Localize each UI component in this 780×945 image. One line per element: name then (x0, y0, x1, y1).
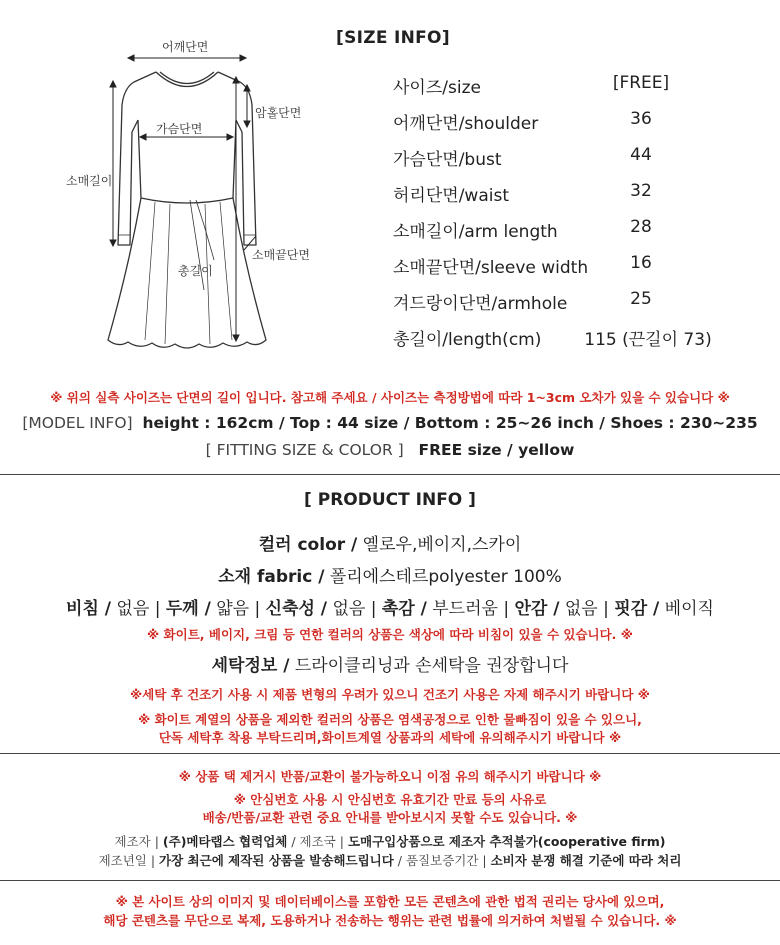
model-info (0, 414, 780, 432)
color-line (0, 530, 780, 555)
date-label: 제조년일 | (98, 853, 156, 868)
model-info-text: height : 162cm / Top : 44 size / Bottom : 25~26 inch / Shoes : 230~235 (142, 414, 758, 432)
wash-note: ※ 화이트 계열의 상품을 제외한 컬러의 상품은 염색공정으로 인한 물빠짐이 있을 수 있으니, (138, 712, 642, 727)
prop-value: 부드러움 (432, 599, 498, 619)
bust-label: 가슴단면 (156, 122, 203, 136)
date-value: 가장 최근에 제작된 상품을 발송해드립니다 (159, 853, 394, 868)
wash-line (0, 651, 780, 676)
size-row (393, 325, 723, 349)
size-row (393, 181, 723, 205)
warranty-value: 소비자 분쟁 해결 기준에 따라 처리 (490, 853, 682, 868)
maker-line (0, 832, 780, 850)
prop-value: 없음 (116, 599, 150, 619)
copyright-line: 해당 콘텐츠를 무단으로 복제, 도용하거나 전송하는 행위는 관련 법률에 의거하여 처벌될 수 있습니다. ※ (103, 913, 677, 928)
fitting-label: [ FITTING SIZE & COLOR ] (205, 441, 404, 459)
fabric-label: 소재 fabric / (218, 567, 325, 587)
properties-line (0, 594, 780, 619)
model-info-label: [MODEL INFO] (22, 414, 133, 432)
wash-label: 세탁정보 / (211, 656, 290, 676)
size-row-label: 겨드랑이단면/armhole (393, 294, 568, 314)
dress-illustration (0, 0, 330, 370)
warranty-label: / 품질보증기간 | (397, 853, 487, 868)
color-value: 옐로우,베이지,스카이 (362, 535, 522, 555)
country-value: 도매구입상품으로 제조자 추적불가(cooperative firm) (347, 834, 666, 849)
size-row (393, 145, 723, 169)
armhole-label: 암홀단면 (255, 106, 302, 120)
size-row (393, 289, 723, 313)
size-row-label: 가슴단면/bust (393, 150, 502, 170)
size-row (393, 253, 723, 277)
size-row (393, 73, 723, 97)
date-line (0, 851, 780, 869)
size-row-label: 소매끝단면/sleeve width (393, 258, 589, 278)
safe-number-note: 배송/반품/교환 관련 중요 안내를 받아보시지 못할 수도 있습니다. ※ (202, 810, 578, 825)
prop-value: 없음 (332, 599, 366, 619)
tag-note: ※ 상품 택 제거시 반품/교환이 불가능하오니 이점 유의 해주시기 바랍니다 ※ (178, 769, 602, 784)
sleeve-width-label: 소매끝단면 (252, 248, 310, 262)
fitting-text: FREE size / yellow (418, 441, 575, 459)
wash-note: 단독 세탁후 착용 부탁드리며,화이트계열 상품과의 세탁에 유의해주시기 바랍니다 ※ (158, 730, 622, 745)
prop-separator: | (603, 599, 609, 619)
size-row-value: 44 (630, 145, 652, 165)
divider (0, 474, 780, 475)
product-info-title: [ PRODUCT INFO ] (304, 490, 476, 510)
size-row-value: 32 (630, 181, 652, 201)
prop-label: 신축성 / (265, 599, 328, 619)
size-row-label: 사이즈/size (393, 78, 481, 98)
size-row-label: 허리단면/waist (393, 186, 509, 206)
prop-separator: | (254, 599, 261, 619)
copyright-line: ※ 본 사이트 상의 이미지 및 데이터베이스를 포함한 모든 콘텐츠에 관한 법적 권리는 당사에 있으며, (115, 894, 665, 909)
arm-length-label: 소매길이 (66, 174, 113, 188)
safe-number-note: ※ 안심번호 사용 시 안심번호 유효기간 만료 등의 사유로 (233, 792, 547, 807)
divider (0, 753, 780, 754)
prop-value: 베이직 (664, 599, 714, 619)
wash-value: 드라이클리닝과 손세탁을 권장합니다 (294, 656, 569, 676)
size-row (393, 109, 723, 133)
color-note: ※ 화이트, 베이지, 크림 등 연한 컬러의 상품은 색상에 따라 비침이 있을 수 있습니다. ※ (147, 627, 633, 642)
size-row-value: 28 (630, 217, 652, 237)
size-row-value: 25 (630, 289, 652, 309)
prop-label: 핏감 / (614, 599, 660, 619)
prop-value: 얇음 (216, 599, 250, 619)
size-row-value: 115 (끈길이 73) (584, 330, 712, 350)
prop-separator: | (503, 599, 510, 619)
prop-label: 촉감 / (381, 599, 427, 619)
prop-label: 두께 / (165, 599, 211, 619)
size-row-value: 16 (630, 253, 652, 273)
divider (0, 880, 780, 881)
size-row-label: 총길이/length(cm) (393, 330, 542, 350)
size-row-label: 어깨단면/shoulder (393, 114, 539, 134)
shoulder-label: 어깨단면 (162, 40, 209, 54)
color-label: 컬러 color / (258, 535, 358, 555)
size-row-label: 소매길이/arm length (393, 222, 558, 242)
prop-value: 없음 (564, 599, 598, 619)
prop-separator: | (154, 599, 161, 619)
fabric-line (0, 562, 780, 587)
maker-value: (주)메타랩스 협력업체 (162, 834, 288, 849)
fabric-value: 폴리에스테르polyester 100% (329, 567, 562, 587)
size-info-title: [SIZE INFO] (336, 28, 450, 48)
measure-note: ※ 위의 실측 사이즈는 단면의 길이 입니다. 참고해 주세요 / 사이즈는 측정방법에 따라 1~3cm 오차가 있을 수 있습니다 ※ (50, 390, 730, 405)
size-row-value: 36 (630, 109, 652, 129)
wash-note: ※세탁 후 건조기 사용 시 제품 변형의 우려가 있으니 건조기 사용은 자제 해주시기 바랍니다 ※ (130, 687, 650, 702)
country-label: / 제조국 | (291, 834, 344, 849)
maker-label: 제조자 | (114, 834, 159, 849)
prop-label: 비침 / (66, 599, 112, 619)
total-length-label: 총길이 (178, 264, 213, 278)
fitting-info (0, 441, 780, 459)
size-row (393, 217, 723, 241)
prop-separator: | (370, 599, 377, 619)
prop-label: 안감 / (514, 599, 560, 619)
size-row-value: [FREE] (612, 73, 670, 93)
